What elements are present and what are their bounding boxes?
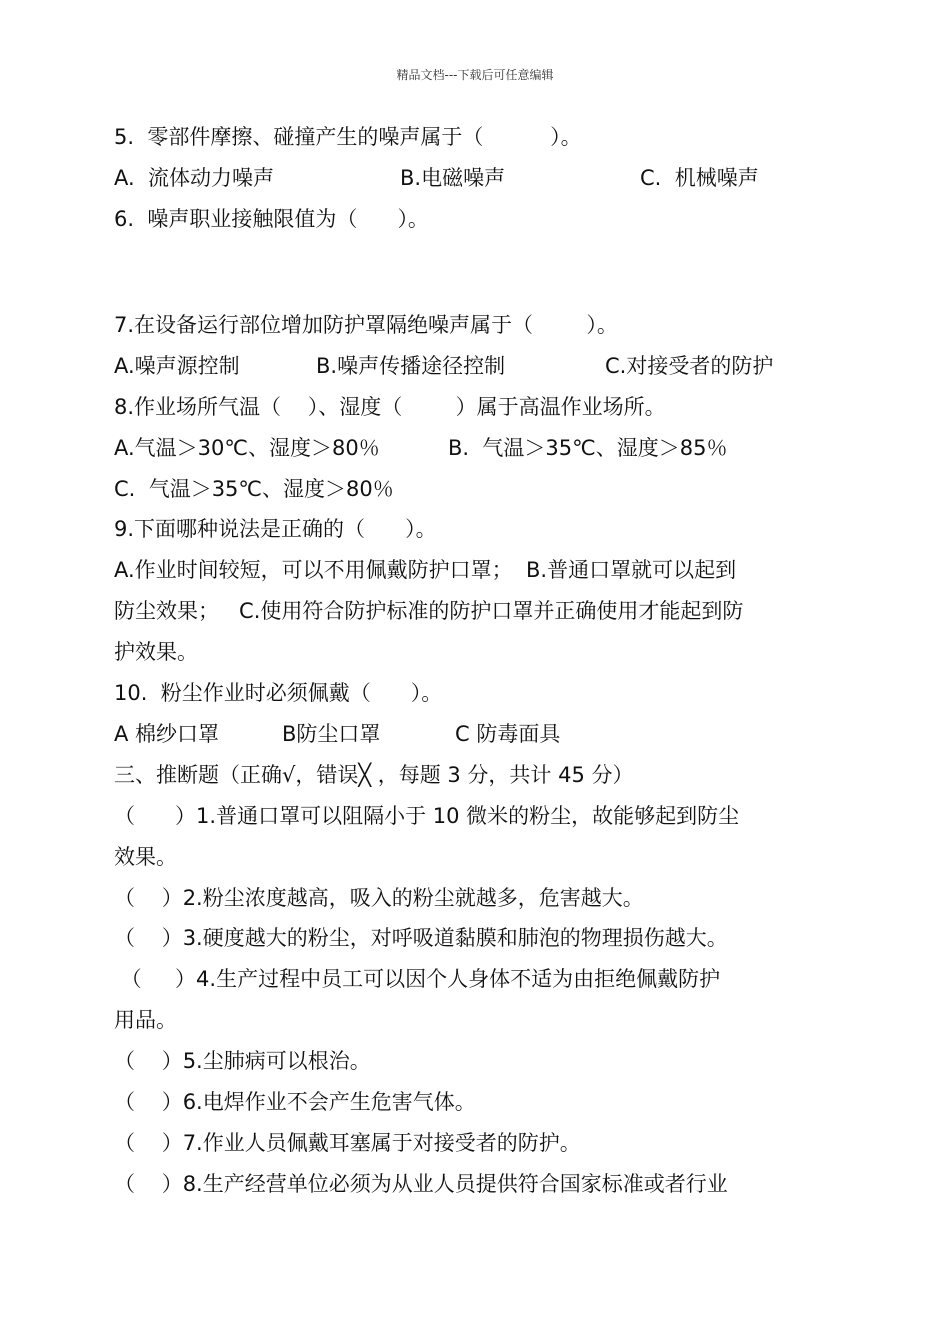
q7-option-c: C.对接受者的防护 — [605, 354, 774, 378]
q7-option-b: B.噪声传播途径控制 — [316, 354, 506, 378]
section-3-title: 三、推断题（正确√，错误╳ ，每题 3 分，共计 45 分） — [114, 763, 634, 787]
page-header: 精品文档---下载后可任意编辑 — [396, 68, 554, 82]
q5-option-c: C. 机械噪声 — [640, 166, 759, 190]
q9-line-3: 护效果。 — [114, 640, 198, 664]
tf-item: （ ）6.电焊作业不会产生危害气体。 — [114, 1090, 476, 1114]
q10-stem: 10. 粉尘作业时必须佩戴（ ）。 — [114, 681, 443, 705]
q6-stem: 6. 噪声职业接触限值为（ ）。 — [114, 207, 429, 231]
q7-option-a: A.噪声源控制 — [114, 354, 240, 378]
tf-item: （ ）2.粉尘浓度越高，吸入的粉尘就越多，危害越大。 — [114, 886, 644, 910]
q5-stem: 5. 零部件摩擦、碰撞产生的噪声属于（ ）。 — [114, 125, 582, 149]
tf-item: 用品。 — [114, 1008, 177, 1032]
tf-item: （ ）5.尘肺病可以根治。 — [114, 1049, 371, 1073]
q9-line-1: A.作业时间较短，可以不用佩戴防护口罩； B.普通口罩就可以起到 — [114, 558, 737, 582]
q10-option-c: C 防毒面具 — [455, 722, 561, 746]
tf-item: （ ）1.普通口罩可以阻隔小于 10 微米的粉尘，故能够起到防尘 — [114, 804, 740, 828]
q8-option-c: C. 气温＞35℃、湿度＞80％ — [114, 477, 394, 501]
q8-stem: 8.作业场所气温（ ）、湿度（ ）属于高温作业场所。 — [114, 395, 666, 419]
q9-stem: 9.下面哪种说法是正确的（ ）。 — [114, 517, 437, 541]
tf-item: 效果。 — [114, 845, 177, 869]
q7-stem: 7.在设备运行部位增加防护罩隔绝噪声属于（ ）。 — [114, 313, 618, 337]
tf-item: （ ）7.作业人员佩戴耳塞属于对接受者的防护。 — [114, 1131, 581, 1155]
q8-option-b: B. 气温＞35℃、湿度＞85％ — [448, 436, 728, 460]
tf-item: （ ）3.硬度越大的粉尘，对呼吸道黏膜和肺泡的物理损伤越大。 — [114, 926, 728, 950]
q5-option-b: B.电磁噪声 — [400, 166, 506, 190]
q8-option-a: A.气温＞30℃、湿度＞80％ — [114, 436, 380, 460]
q10-option-b: B防尘口罩 — [282, 722, 381, 746]
q5-option-a: A. 流体动力噪声 — [114, 166, 275, 190]
q9-line-2: 防尘效果； C.使用符合防护标准的防护口罩并正确使用才能起到防 — [114, 599, 744, 623]
q10-option-a: A 棉纱口罩 — [114, 722, 220, 746]
tf-item: （ ）8.生产经营单位必须为从业人员提供符合国家标准或者行业 — [114, 1172, 728, 1196]
tf-item: （ ）4.生产过程中员工可以因个人身体不适为由拒绝佩戴防护 — [114, 967, 721, 991]
